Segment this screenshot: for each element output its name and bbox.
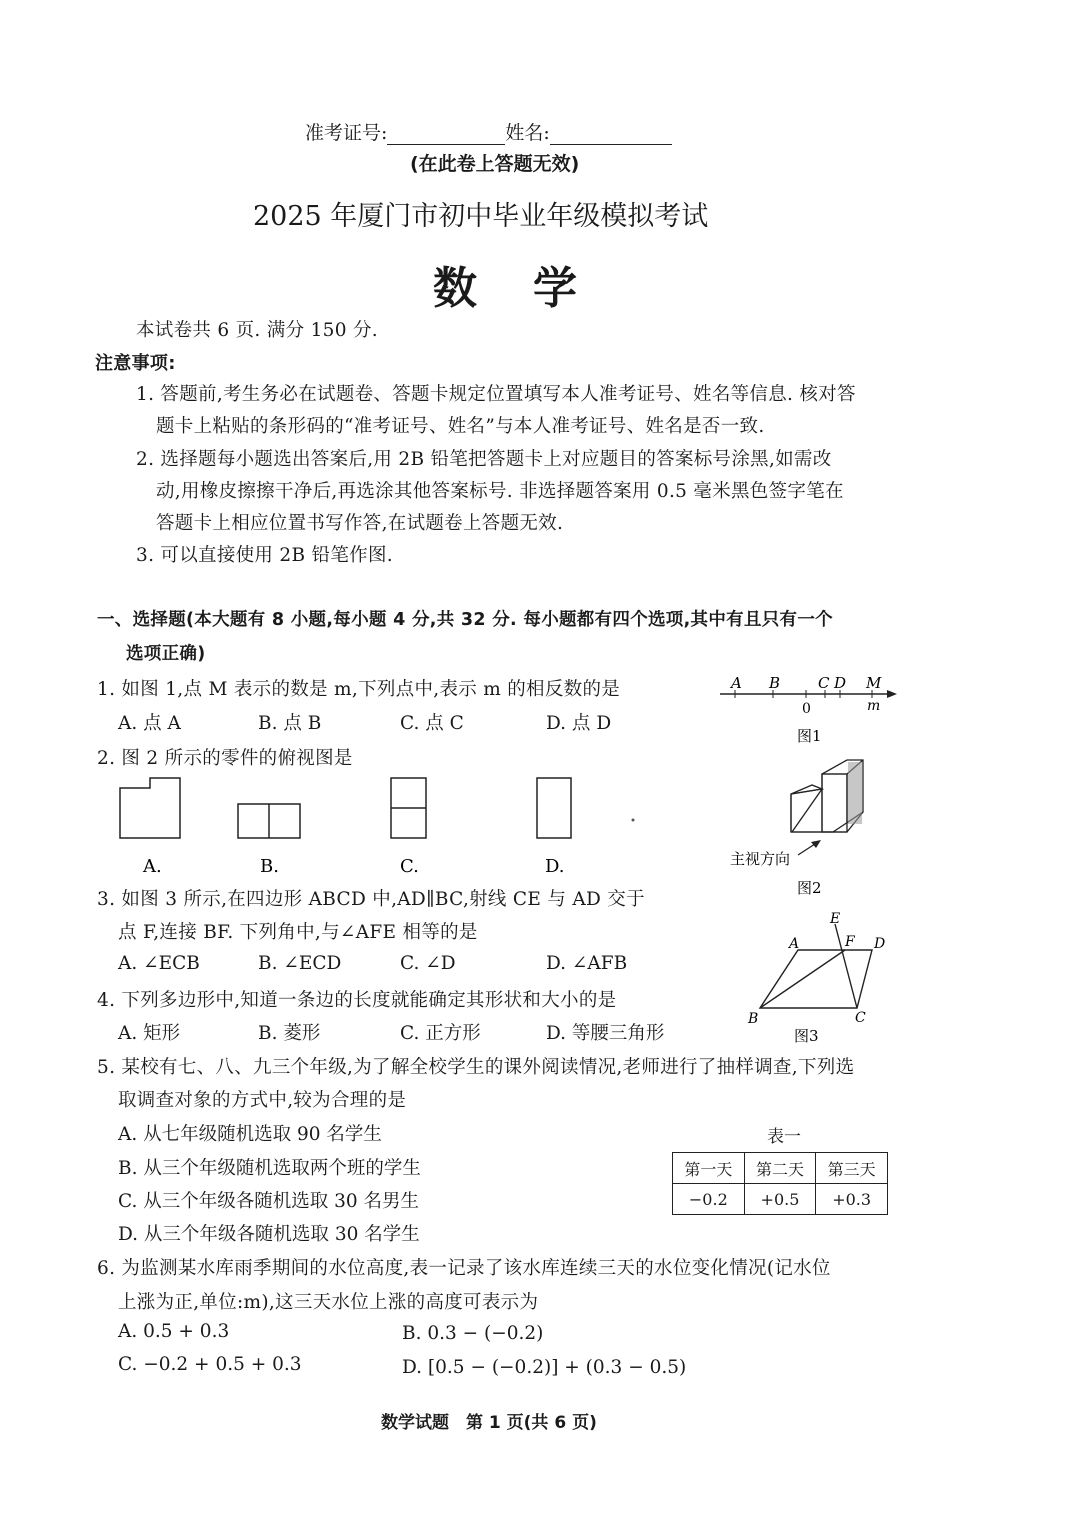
fig3-caption: 图3: [794, 1027, 819, 1045]
q6-option-a: A. 0.5 + 0.3: [118, 1321, 230, 1342]
fig1-label-m: M: [866, 674, 882, 692]
fig1-m-value: m: [867, 698, 881, 714]
fig3-label-b: B: [748, 1011, 759, 1027]
q5-stem-cont: 取调查对象的方式中,较为合理的是: [118, 1090, 407, 1111]
notice-line: 1. 答题前,考生务必在试题卷、答题卡规定位置填写本人准考证号、姓名等信息. 核对答: [136, 384, 856, 405]
q6-option-d: D. [0.5 − (−0.2)] + (0.3 − 0.5): [402, 1357, 687, 1378]
notice-heading: 注意事项:: [95, 353, 176, 374]
q1-option-a: A. 点 A: [118, 713, 181, 734]
fig1-label-d: D: [834, 674, 847, 692]
q2-option-d: D.: [545, 856, 565, 877]
q3-option-d: D. ∠AFB: [546, 953, 628, 974]
q1-option-d: D. 点 D: [546, 713, 612, 734]
notice-line: 答题卡上相应位置书写作答,在试题卷上答题无效.: [156, 513, 564, 534]
notice-line: 题卡上粘贴的条形码的“准考证号、姓名”与本人准考证号、姓名是否一致.: [156, 416, 765, 437]
table1-cell: −0.2: [673, 1184, 745, 1215]
q6-stem-cont: 上涨为正,单位:m),这三天水位上涨的高度可表示为: [118, 1292, 539, 1313]
q2-view-b: [238, 804, 300, 838]
fig3-label-d: D: [874, 936, 886, 952]
q2-view-a: [120, 778, 180, 838]
table1-cell: +0.5: [744, 1184, 816, 1215]
q6-option-b: B. 0.3 − (−0.2): [402, 1323, 544, 1344]
table1-header: 第二天: [744, 1153, 816, 1184]
q4-stem: 4. 下列多边形中,知道一条边的长度就能确定其形状和大小的是: [97, 990, 617, 1011]
table1-caption: 表一: [767, 1127, 801, 1147]
fig3-label-a: A: [789, 936, 800, 952]
section-heading-cont: 选项正确): [126, 644, 206, 664]
subject-title: 数 学: [433, 263, 583, 314]
table1-header: 第一天: [673, 1153, 745, 1184]
table1-cell: +0.3: [816, 1184, 888, 1215]
q5-option-d: D. 从三个年级各随机选取 30 名学生: [118, 1224, 420, 1245]
fig1-label-c: C: [818, 674, 830, 692]
intro-text: 本试卷共 6 页. 满分 150 分.: [136, 320, 378, 341]
page-footer: 数学试题 第 1 页(共 6 页): [381, 1413, 597, 1433]
fig1-caption: 图1: [797, 727, 822, 745]
q4-option-b: B. 菱形: [258, 1023, 321, 1044]
q5-option-a: A. 从七年级随机选取 90 名学生: [118, 1124, 382, 1145]
fig2-caption: 图2: [797, 879, 822, 897]
q2-view-d: [537, 778, 571, 838]
figure2-part: [725, 752, 875, 902]
notice-line: 3. 可以直接使用 2B 铅笔作图.: [136, 545, 393, 566]
q2-option-c: C.: [400, 856, 419, 877]
q1-option-c: C. 点 C: [400, 713, 464, 734]
exam-title: 2025 年厦门市初中毕业年级模拟考试: [253, 201, 709, 232]
q3-option-a: A. ∠ECB: [118, 953, 200, 974]
q5-option-b: B. 从三个年级随机选取两个班的学生: [118, 1158, 421, 1179]
figure1-number-line: [715, 670, 900, 750]
fig3-label-c: C: [855, 1010, 866, 1026]
q1-stem: 1. 如图 1,点 M 表示的数是 m,下列点中,表示 m 的相反数的是: [97, 679, 621, 700]
q3-option-c: C. ∠D: [400, 953, 456, 974]
q2-stem: 2. 图 2 所示的零件的俯视图是: [97, 748, 353, 769]
q3-stem-cont: 点 F,连接 BF. 下列角中,与∠AFE 相等的是: [118, 922, 478, 943]
q2-options-views: [110, 770, 650, 880]
q2-option-a: A.: [143, 856, 162, 877]
q5-option-c: C. 从三个年级各随机选取 30 名男生: [118, 1191, 420, 1212]
table1-header-row: [673, 1153, 888, 1184]
figure3-quadrilateral: [740, 910, 900, 1050]
q6-stem: 6. 为监测某水库雨季期间的水位高度,表一记录了该水库连续三天的水位变化情况(记水位: [97, 1258, 831, 1279]
exam-id-blank: [387, 124, 505, 145]
table1-value-row: [673, 1184, 888, 1215]
table1: [672, 1152, 888, 1215]
table1-header: 第三天: [816, 1153, 888, 1184]
fig1-label-a: A: [731, 674, 742, 692]
name-blank: [550, 124, 672, 145]
fig3-label-f: F: [845, 934, 855, 950]
fig3-label-e: E: [830, 911, 841, 927]
fig2-direction-label: 主视方向: [730, 850, 791, 868]
notice-line: 动,用橡皮擦擦干净后,再选涂其他答案标号. 非选择题答案用 0.5 毫米黑色签字笔在: [156, 481, 844, 502]
q1-option-b: B. 点 B: [258, 713, 322, 734]
exam-id-label: 准考证号: 姓名:: [305, 118, 672, 145]
q3-option-b: B. ∠ECD: [258, 953, 342, 974]
q5-stem: 5. 某校有七、八、九三个年级,为了解全校学生的课外阅读情况,老师进行了抽样调查,下列选: [97, 1057, 855, 1078]
q4-option-d: D. 等腰三角形: [546, 1023, 665, 1044]
q4-option-c: C. 正方形: [400, 1023, 481, 1044]
q2-view-c: [391, 778, 426, 838]
invalid-note: (在此卷上答题无效): [410, 153, 580, 175]
q6-option-c: C. −0.2 + 0.5 + 0.3: [118, 1354, 302, 1375]
q2-option-b: B.: [260, 856, 279, 877]
fig1-zero: 0: [802, 701, 811, 717]
notice-line: 2. 选择题每小题选出答案后,用 2B 铅笔把答题卡上对应题目的答案标号涂黑,如需改: [136, 449, 832, 470]
name-label: 姓名:: [505, 122, 550, 144]
section-heading: 一、选择题(本大题有 8 小题,每小题 4 分,共 32 分. 每小题都有四个选项,其中有且只有一个: [97, 610, 833, 630]
q4-option-a: A. 矩形: [118, 1023, 181, 1044]
fig1-label-b: B: [769, 674, 781, 692]
q3-stem: 3. 如图 3 所示,在四边形 ABCD 中,AD∥BC,射线 CE 与 AD 交于: [97, 889, 645, 910]
